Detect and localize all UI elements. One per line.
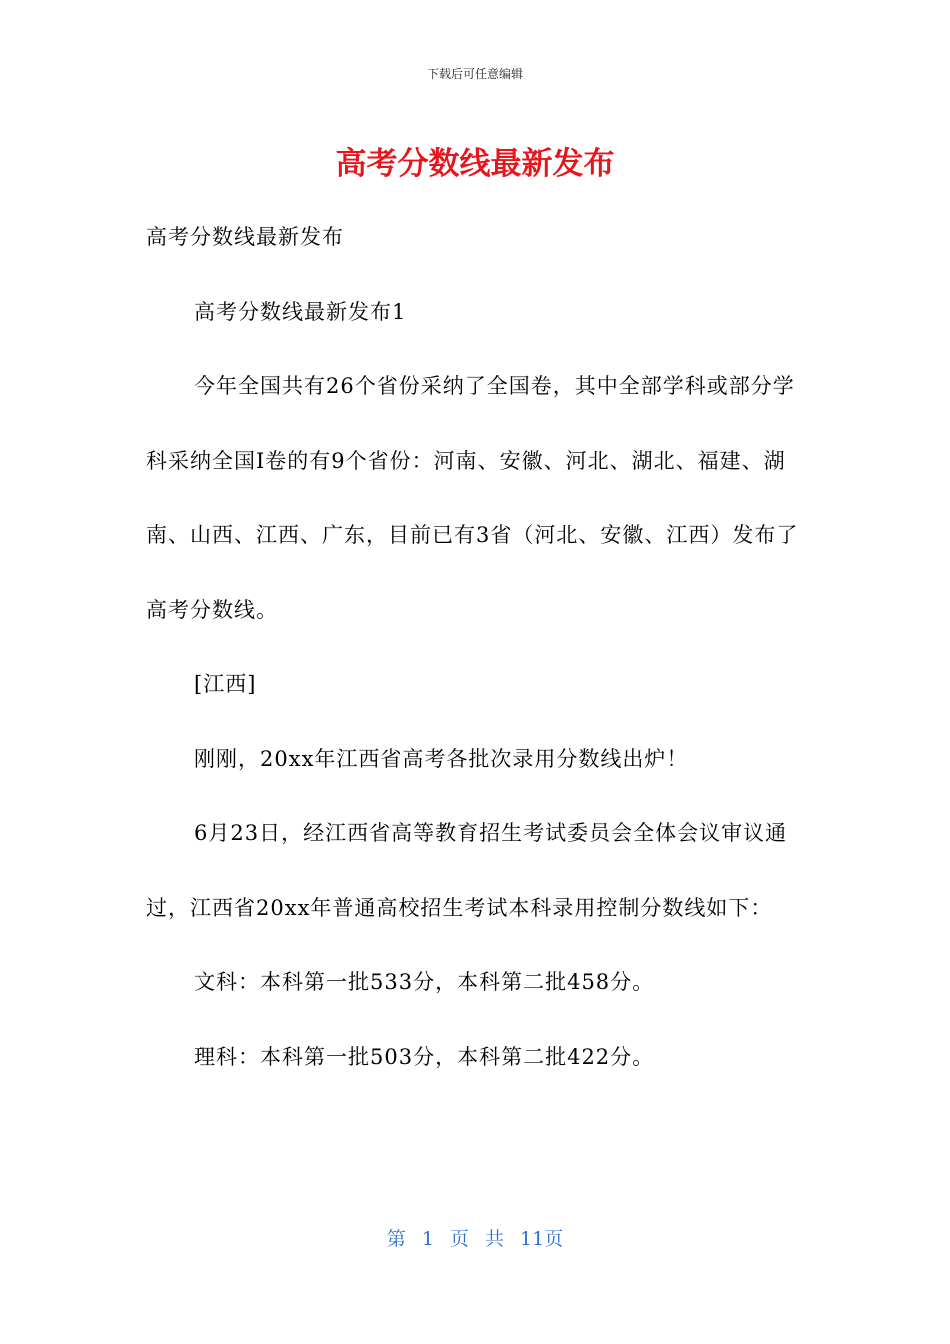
paragraph-arts-scores: 文科：本科第一批533分，本科第二批458分。 — [194, 970, 655, 994]
paragraph-announcement: 刚刚，20xx年江西省高考各批次录用分数线出炉！ — [194, 746, 689, 771]
page-header-note: 下载后可任意编辑 — [426, 67, 523, 81]
document-body — [146, 200, 811, 1094]
document-title: 高考分数线最新发布 — [335, 146, 615, 182]
paragraph-province-label: [江西] — [194, 672, 257, 696]
paragraph-section-heading: 高考分数线最新发布1 — [194, 299, 407, 324]
page-number-footer: 第 1 页 共 11页 — [386, 1228, 564, 1250]
paragraph-subtitle: 高考分数线最新发布 — [146, 225, 344, 249]
paragraph-details: 6月23日，经江西省高等教育招生考试委员会全体会议审议通过，江西省20xx年普通高校招生考试本科录用控制分数线如下： — [146, 821, 788, 920]
paragraph-science-scores: 理科：本科第一批503分，本科第二批422分。 — [194, 1044, 655, 1069]
paragraph-intro: 今年全国共有26个省份采纳了全国卷，其中全部学科或部分学科采纳全国Ⅰ卷的有9个省份：河南、安徽、河北、湖北、福建、湖南、山西、江西、广东，目前已有3省（河北、安徽、江西）发布了高考分数线。 — [146, 374, 799, 622]
